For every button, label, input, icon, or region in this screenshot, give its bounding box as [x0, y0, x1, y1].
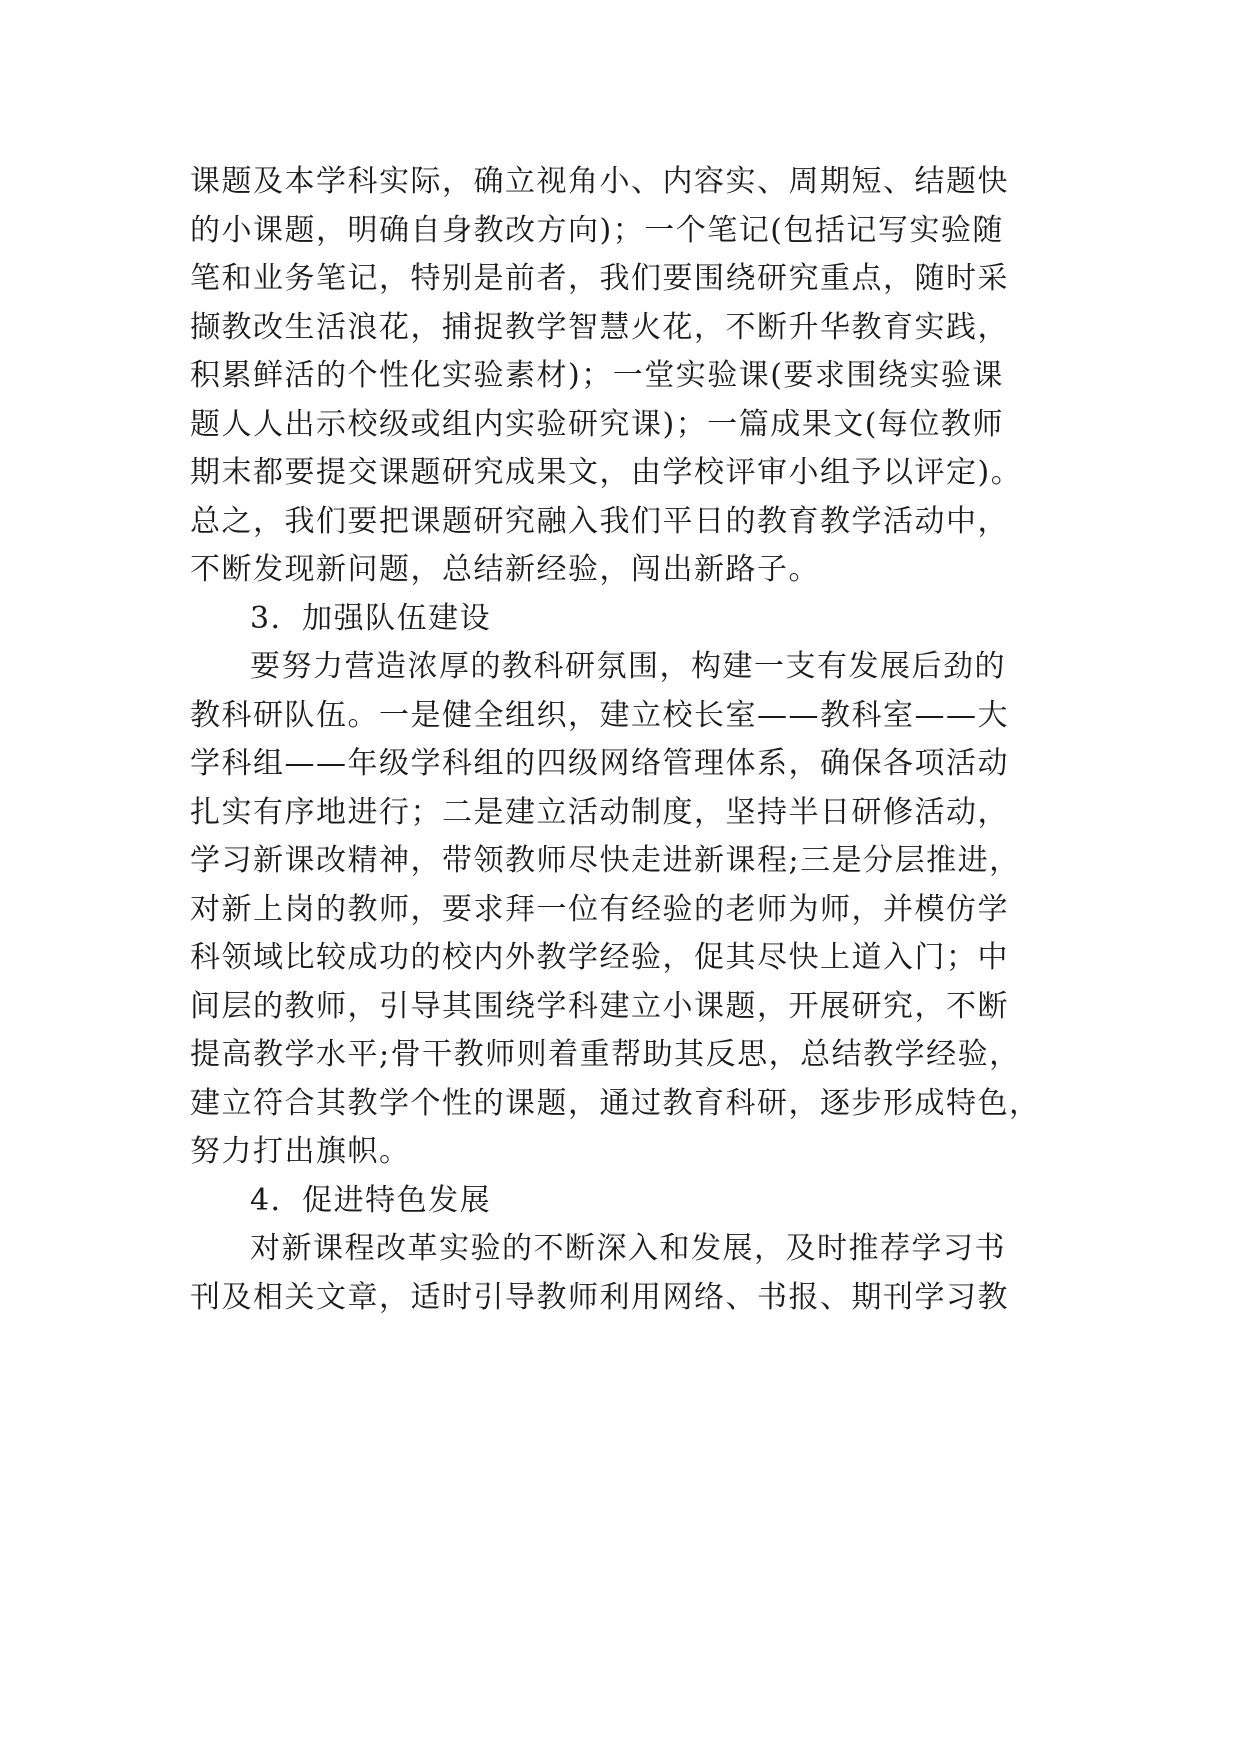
document-body-text — [190, 158, 1070, 1322]
text-line: 间层的教师，引导其围绕学科建立小课题，开展研究，不断 — [190, 988, 1009, 1024]
paragraph-first-line: 要努力营造浓厚的教科研氛围，构建一支有发展后劲的 — [250, 649, 1006, 684]
text-line: 建立符合其教学个性的课题，通过教育科研，逐步形成特色， — [190, 1085, 1041, 1121]
text-line: 扎实有序地进行；二是建立活动制度，坚持半日研修活动， — [190, 794, 1009, 830]
text-line: 期末都要提交课题研究成果文，由学校评审小组予以评定)。 — [190, 455, 1023, 490]
text-line: 撷教改生活浪花，捕捉教学智慧火花，不断升华教育实践， — [190, 309, 1009, 345]
text-line: 的小课题，明确自身教改方向)；一个笔记(包括记写实验随 — [190, 212, 1004, 248]
text-line: 积累鲜活的个性化实验素材)；一堂实验课(要求围绕实验课 — [190, 358, 1004, 393]
text-line: 提高教学水平;骨干教师则着重帮助其反思，总结教学经验， — [190, 1037, 1021, 1072]
section-heading: 4．促进特色发展 — [250, 1182, 492, 1218]
text-line: 题人人出示校级或组内实验研究课)；一篇成果文(每位教师 — [190, 406, 1004, 442]
section-heading: 3．加强队伍建设 — [250, 600, 492, 636]
text-line: 学习新课改精神，带领教师尽快走进新课程;三是分层推进， — [190, 843, 1021, 878]
text-line: 课题及本学科实际，确立视角小、内容实、周期短、结题快 — [190, 164, 1009, 199]
text-line: 努力打出旗帜。 — [190, 1134, 411, 1169]
text-line: 总之，我们要把课题研究融入我们平日的教育教学活动中， — [190, 503, 1009, 539]
text-line: 笔和业务笔记，特别是前者，我们要围绕研究重点，随时采 — [190, 261, 1009, 296]
text-line: 对新上岗的教师，要求拜一位有经验的老师为师，并模仿学 — [190, 891, 1009, 927]
text-line: 不断发现新问题，总结新经验，闯出新路子。 — [190, 552, 820, 587]
text-line: 刊及相关文章，适时引导教师利用网络、书报、期刊学习教 — [190, 1279, 1009, 1315]
text-line: 学科组——年级学科组的四级网络管理体系，确保各项活动 — [190, 746, 1009, 781]
text-line: 科领域比较成功的校内外教学经验，促其尽快上道入门；中 — [190, 940, 1009, 975]
paragraph-first-line: 对新课程改革实验的不断深入和发展，及时推荐学习书 — [250, 1231, 1006, 1266]
text-line: 教科研队伍。一是健全组织，建立校长室——教科室——大 — [190, 697, 1009, 733]
